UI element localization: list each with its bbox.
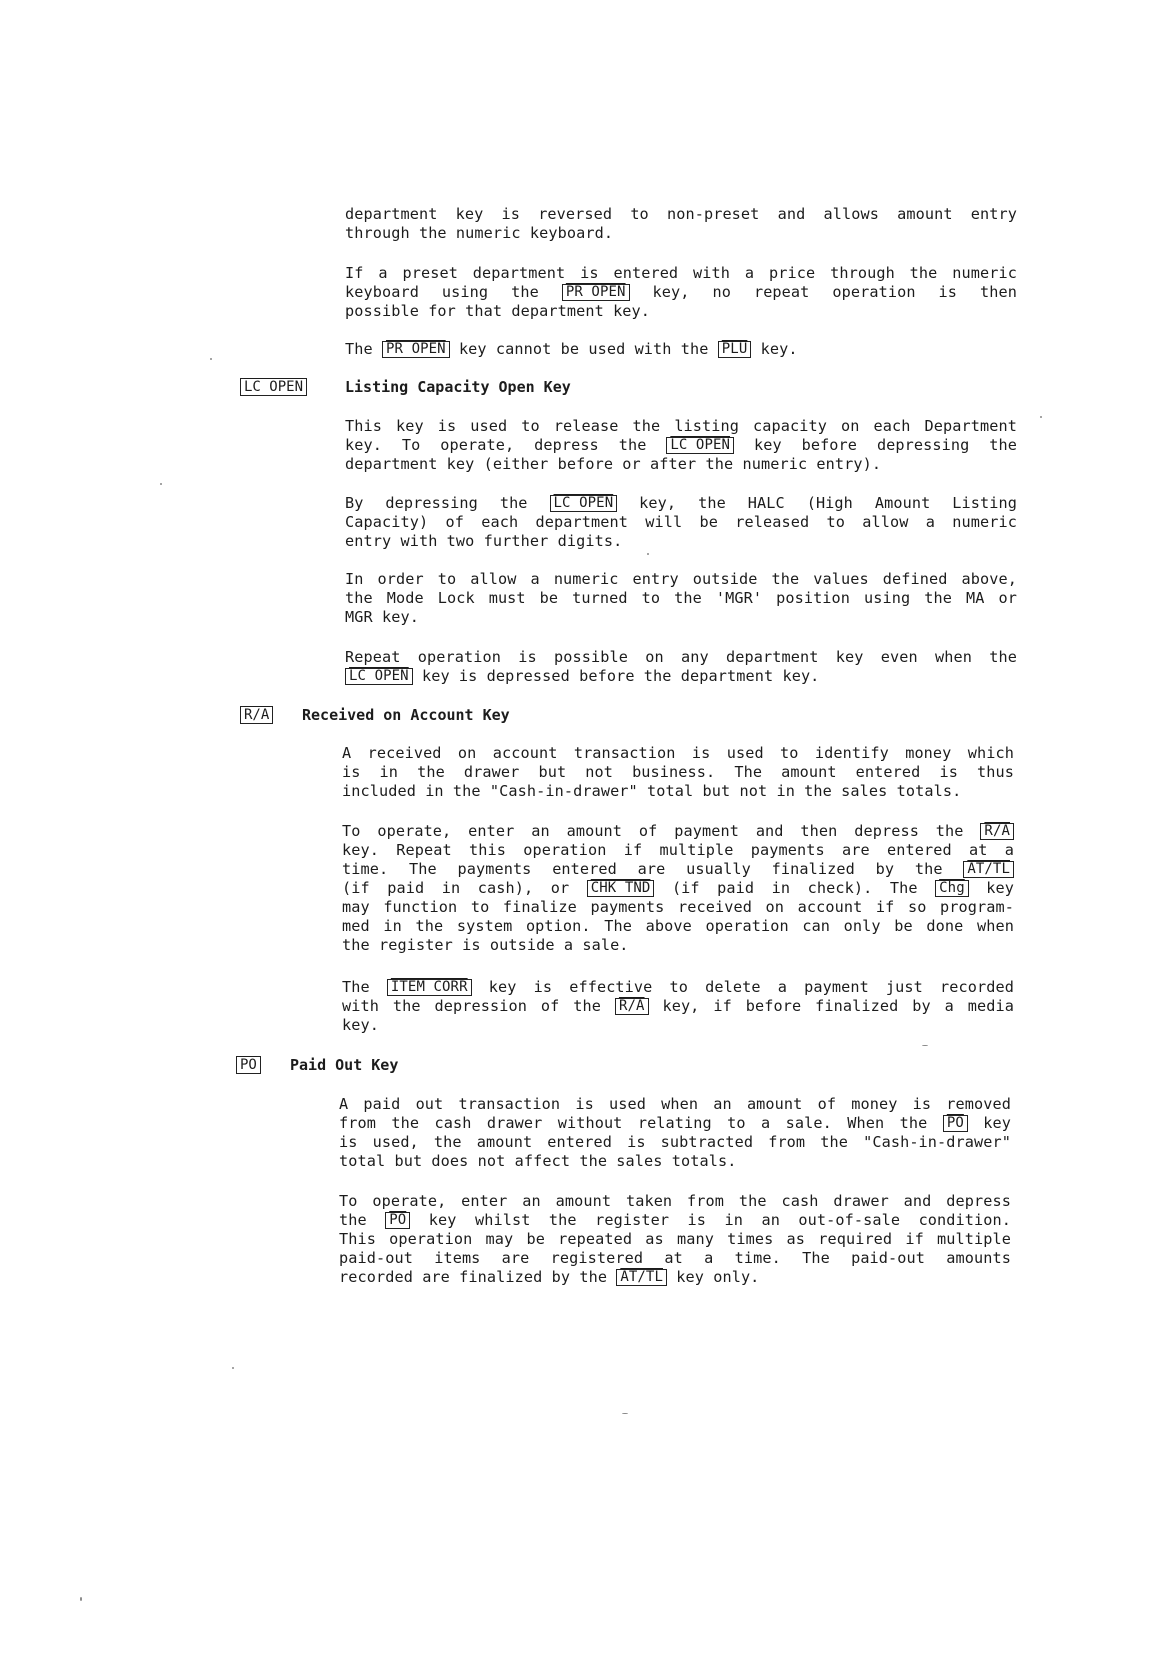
key-lc-open: LC OPEN <box>345 668 413 685</box>
paragraph-lc-open-3 <box>345 570 1017 627</box>
scan-speck <box>80 1597 82 1601</box>
scan-speck <box>232 1367 234 1369</box>
text-line: the Mode Lock must be turned to the 'MGR' position using the MA or <box>345 589 1017 607</box>
key-pr-open: PR OPEN <box>382 341 450 358</box>
text-line: med in the system option. The above operation can only be done when <box>342 917 1014 935</box>
text-line: key. To operate, depress the LC OPEN key before depressing the <box>345 436 1018 454</box>
scan-speck <box>922 1045 928 1046</box>
text-line: is used, the amount entered is subtracted from the "Cash-in-drawer" <box>339 1133 1011 1151</box>
paragraph-pr-open-plu <box>345 340 1017 359</box>
paragraph-lc-open-4 <box>345 648 1017 686</box>
text-line: through the numeric keyboard. <box>345 224 614 242</box>
paragraph-intro <box>345 205 1017 243</box>
paragraph-ra-3 <box>342 978 1014 1035</box>
text-line: The PR OPEN key cannot be used with the $\overline{PLU}$ key. <box>345 340 798 358</box>
scan-speck <box>647 553 649 555</box>
key-at-tl: AT/TL <box>963 861 1014 878</box>
text-line: keyboard using the PR OPEN key, no repeat operation is then <box>345 283 1017 301</box>
scan-speck <box>622 1413 628 1414</box>
key-lc-open: LC OPEN <box>550 495 618 512</box>
text-line: In order to allow a numeric entry outside the values defined above, <box>345 570 1017 588</box>
text-line: paid-out items are registered at a time. The paid-out amounts <box>339 1249 1011 1267</box>
text-line: the $\overline{PO}$ key whilst the register is in an out-of-sale condition. <box>339 1211 1012 1229</box>
text-line: This operation may be repeated as many times as required if multiple <box>339 1230 1011 1248</box>
text-line: A paid out transaction is used when an amount of money is removed <box>339 1095 1011 1113</box>
text-line: recorded are finalized by the AT/TL key only. <box>339 1268 760 1286</box>
text-line: To operate, enter an amount of payment and then depress the R/A <box>342 822 1014 841</box>
section-heading-po: Paid Out Key <box>290 1056 399 1074</box>
paragraph-po-1 <box>339 1095 1011 1171</box>
text-line: the register is outside a sale. <box>342 936 629 954</box>
text-line: To operate, enter an amount taken from the cash drawer and depress <box>339 1192 1011 1210</box>
text-line: with the depression of the R/A key, if before finalized by a media <box>342 997 1014 1015</box>
key-po-heading: $\overline{PO}$ <box>236 1056 261 1074</box>
text-line: LC OPEN key is depressed before the department key. <box>345 667 1017 686</box>
text-line: This key is used to release the listing capacity on each Department <box>345 417 1017 435</box>
scan-speck <box>210 358 212 360</box>
paragraph-lc-open-1 <box>345 417 1017 474</box>
text-line: key. <box>342 1016 379 1034</box>
key-lc-open: LC OPEN <box>666 437 734 454</box>
scan-speck <box>160 483 162 485</box>
key-lc-open-heading: LC OPEN <box>240 378 307 396</box>
text-line: Capacity) of each department will be released to allow a numeric <box>345 513 1017 531</box>
text-line: MGR key. <box>345 608 419 626</box>
text-line: included in the "Cash-in-drawer" total but not in the sales totals. <box>342 782 962 800</box>
text-line: By depressing the LC OPEN key, the HALC (High Amount Listing <box>345 494 1017 512</box>
text-line: The ITEM CORR key is effective to delete a payment just recorded <box>342 978 1014 996</box>
key-po: $\overline{PO}$ <box>943 1115 968 1132</box>
scan-speck <box>1040 416 1042 418</box>
section-heading-ra: Received on Account Key <box>302 706 510 724</box>
key-at-tl: AT/TL <box>616 1269 667 1286</box>
text-line: possible for that department key. <box>345 302 651 320</box>
key-chg: $\overline{Chg}$ <box>935 880 969 897</box>
key-plu: $\overline{PLU}$ <box>718 341 752 358</box>
paragraph-ra-1 <box>342 744 1014 801</box>
text-line: (if paid in cash), or CHK TND (if paid in check). The $\overline{Chg}$ key <box>342 879 1014 897</box>
text-line: key. Repeat this operation if multiple payments are entered at a <box>342 841 1014 859</box>
key-ra-heading: R/A <box>240 706 273 724</box>
key-po: $\overline{PO}$ <box>385 1212 410 1229</box>
paragraph-ra-2 <box>342 822 1014 955</box>
text-line: from the cash drawer without relating to a sale. When the $\overline{PO}$ key <box>339 1114 1012 1132</box>
text-line: total but does not affect the sales totals. <box>339 1152 737 1170</box>
paragraph-lc-open-2 <box>345 494 1017 551</box>
key-chk-tnd: CHK TND <box>587 880 655 897</box>
section-heading-lc-open: Listing Capacity Open Key <box>345 378 571 396</box>
paragraph-preset <box>345 264 1017 321</box>
key-ra: R/A <box>615 998 649 1015</box>
text-line: If a preset department is entered with a price through the numeric <box>345 264 1017 282</box>
text-line: department key (either before or after the numeric entry). <box>345 455 882 473</box>
text-line: entry with two further digits. <box>345 532 623 550</box>
paragraph-po-2 <box>339 1192 1011 1287</box>
text-line: A received on account transaction is used to identify money which <box>342 744 1014 762</box>
key-item-corr: ITEM CORR <box>387 979 472 996</box>
text-line: may function to finalize payments received on account if so program- <box>342 898 1014 916</box>
key-ra: R/A <box>980 823 1014 840</box>
text-line: Repeat operation is possible on any department key even when the <box>345 648 1017 666</box>
text-line: is in the drawer but not business. The amount entered is thus <box>342 763 1014 781</box>
text-line: department key is reversed to non-preset and allows amount entry <box>345 205 1017 223</box>
text-line: time. The payments entered are usually finalized by the AT/TL <box>342 860 1014 879</box>
key-pr-open: PR OPEN <box>562 284 630 301</box>
